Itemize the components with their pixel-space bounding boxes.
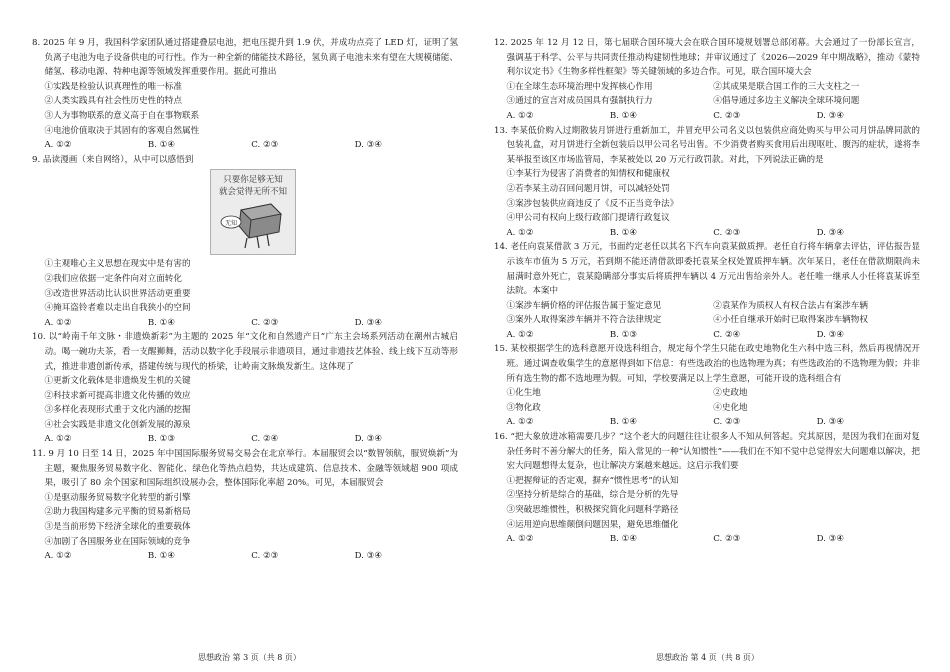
option-b[interactable]: B. ①④ xyxy=(609,227,638,238)
question-15 xyxy=(494,342,920,430)
option-a[interactable]: A. ①② xyxy=(44,434,72,445)
question-8-statement-4: ④电池价值取决于其固有的客观自然属性 xyxy=(44,125,200,136)
question-16-options xyxy=(494,532,920,547)
option-a[interactable]: A. ①② xyxy=(44,551,72,562)
question-15-stem: 15. 某校根据学生的选科意愿开设选科组合，规定每个学生只能在政史地物化生六科中选三科，然后再视情况开班。通过调查收集学生的意愿得到如下信息：有些选政治的也选物理为真；有些选政治的不选物理为假；并非所有选生物的都不选地理为假。可知，学校要满足以上学生意愿，可能开设的选科组合有 xyxy=(494,344,920,384)
question-10-statement-4: ④社会实践是非遗文化创新发展的源泉 xyxy=(44,419,191,430)
question-10-statement-3: ③多样化表现形式重于文化内涵的挖掘 xyxy=(44,405,191,416)
option-d[interactable]: D. ③④ xyxy=(354,551,383,562)
option-a[interactable]: A. ①② xyxy=(506,227,534,238)
question-16-statement-4: ④运用逆向思维颠倒问题因果，避免思维僵化 xyxy=(506,519,679,530)
option-d[interactable]: D. ③④ xyxy=(354,317,383,328)
question-11-options xyxy=(32,549,458,564)
question-9-stem: 9. 品读漫画（来自网络），从中可以感悟到 xyxy=(32,154,194,165)
option-d[interactable]: D. ③④ xyxy=(354,434,383,445)
question-12-statement-2: ②其成果是联合国工作的三大支柱之一 xyxy=(713,81,860,92)
question-15-statement-3: ③物化政 xyxy=(506,402,541,413)
question-14-statement-4: ④小任自继承开始时已取得案涉车辆物权 xyxy=(713,315,868,326)
question-16-statement-3: ③突破思维惯性，积极探究简化问题科学路径 xyxy=(506,505,679,515)
question-16-statement-1: ①把握辩证的否定观，摒弃“惯性思考”的认知 xyxy=(506,475,679,486)
right-page-column xyxy=(494,36,920,547)
option-b[interactable]: B. ①④ xyxy=(147,551,176,562)
option-c[interactable]: C. ②③ xyxy=(251,551,279,562)
left-page-column xyxy=(32,36,458,564)
option-c[interactable]: C. ②③ xyxy=(713,110,741,121)
comic-caption-line-1: 只要你足够无知 xyxy=(223,175,283,186)
option-b[interactable]: B. ①④ xyxy=(609,110,638,121)
option-d[interactable]: D. ③④ xyxy=(816,534,845,545)
option-c[interactable]: C. ②③ xyxy=(251,140,279,151)
page-footer-right: 思想政治 第 4 页（共 8 页） xyxy=(656,653,759,662)
question-12-statement-1: ①在全球生态环境治理中发挥核心作用 xyxy=(506,81,653,92)
page-footer-left: 思想政治 第 3 页（共 8 页） xyxy=(198,653,301,662)
question-14-statements xyxy=(494,299,920,328)
question-9-statement-4: ④掩耳盗铃者难以走出自我狭小的空间 xyxy=(44,303,191,314)
question-9-options xyxy=(32,316,458,331)
option-b[interactable]: B. ①④ xyxy=(147,140,176,151)
question-13-statement-3: ③案涉包装供应商违反了《反不正当竞争法》 xyxy=(506,198,679,209)
question-12-statement-4: ④倡导通过多边主义解决全球环境问题 xyxy=(713,96,860,107)
question-8-stem: 8. 2025 年 9 月，我国科学家团队通过搭建叠层电池，把电压提升到 1.9 伏，并成功点亮了 LED 灯，证明了氢负离子电池为电子设备供电的可行性。作为一种全新的储能技术路径，氢负离子电池未来有望在大规模储能、储氢、移动电源、特种电源等领域发挥重要作用。据此可推出 xyxy=(32,38,458,78)
question-13 xyxy=(494,124,920,241)
question-9-statement-2: ②我们应依据一定条件向对立面转化 xyxy=(44,273,182,284)
question-10-statement-1: ①更新文化载体是非遗焕发生机的关键 xyxy=(44,376,191,387)
question-13-statement-1: ①李某行为侵害了消费者的知情权和健康权 xyxy=(506,169,670,180)
option-a[interactable]: A. ①② xyxy=(44,317,72,328)
option-c[interactable]: C. ②③ xyxy=(713,534,741,545)
question-11-statement-3: ③是当前形势下经济全球化的重要载体 xyxy=(44,522,191,533)
question-16-stem: 16. “把大象放进冰箱需要几步？”这个老大的问题往往让很多人不知从何答起。究其原因，是因为我们在面对复杂任务时不善分解大的任务，陷入常见的一种“认知惯性”——我们在不知不觉中总觉得宏大问题难以解决，把宏大问题想得太复杂，也让解决方案越来越远。这启示我们要 xyxy=(494,432,920,472)
question-10 xyxy=(32,330,458,447)
question-11-statement-2: ②助力我国构建多元平衡的贸易新格局 xyxy=(44,507,191,518)
question-11-statement-4: ④加剧了各国服务业在国际领域的竞争 xyxy=(44,536,191,547)
comic-drawing xyxy=(211,170,295,254)
question-13-options xyxy=(494,226,920,241)
option-d[interactable]: D. ③④ xyxy=(354,140,383,151)
question-11 xyxy=(32,447,458,564)
option-a[interactable]: A. ①② xyxy=(506,417,534,428)
question-10-options xyxy=(32,432,458,447)
question-15-statement-1: ①化生地 xyxy=(506,388,541,399)
option-d[interactable]: D. ③④ xyxy=(816,227,845,238)
option-c[interactable]: C. ②④ xyxy=(713,329,741,340)
option-d[interactable]: D. ③④ xyxy=(816,329,845,340)
option-a[interactable]: A. ①② xyxy=(506,534,534,545)
question-12-options xyxy=(494,109,920,124)
question-10-stem: 10. 以“岭南千年文脉・非遗焕新彩”为主题的 2025 年“文化和自然遗产日”广东主会场系列活动在潮州古城启动。喝一碗功夫茶，看一支醒狮舞，活动以数字化手段展示非遗项目，通过非遗技艺体验、线上线下互动等形式，推进非遗创新传承，搭建传统与现代的桥梁，让岭南文脉焕发新生。这体现了 xyxy=(32,332,458,372)
question-15-statement-4: ④史化地 xyxy=(713,402,748,413)
question-11-stem: 11. 9 月 10 日至 14 日，2025 年中国国际服务贸易交易会在北京举行。本届服贸会以“数智领航，服贸焕新”为主题，聚焦服务贸易数字化、智能化、绿色化等热点趋势，共达成建筑、信息技术、金融等领域超 900 项成果，吸引了 80 余个国家和国际组织设展办会，整体国际化率超 20%。可见，本届服贸会 xyxy=(32,449,458,489)
question-15-statements xyxy=(494,386,920,415)
option-c[interactable]: C. ②③ xyxy=(713,417,741,428)
question-8-statement-2: ②人类实践具有社会性历史性的特点 xyxy=(44,96,182,107)
question-9 xyxy=(32,153,458,331)
question-8-statement-3: ③人为事物联系的意义高于自在事物联系 xyxy=(44,110,200,121)
question-14-options xyxy=(494,328,920,343)
comic-image xyxy=(210,169,296,255)
question-16-statement-2: ②坚持分析是综合的基础，综合是分析的先导 xyxy=(506,490,679,501)
question-13-stem: 13. 李某低价购入过期散装月饼进行重新加工，并冒充甲公司名义以包装供应商处购买与甲公司月饼品牌同款的包装礼盒，对月饼进行全新包装后以甲公司名号出售。不少消费者购买食用后出现呕吐、腹泻的症状，遂将李某举报至该区市场监管局，李某被处以 20 万元行政罚款。对此，下列说法正确的是 xyxy=(494,125,920,165)
question-14-stem: 14. 老任向袁某借款 3 万元，书面约定老任以其名下汽车向袁某做质押。老任自行将车辆拿去评估，评估报告显示该车市值为 5 万元，若到期不能还清借款即委托袁某全权处置质押车辆。次年某日，老任在借款期限尚未届满时意外死亡，袁某隐瞒部分事实后将质押车辆以 4 万元出售给亲外人。老任唯一继承人小任将袁某诉至法院。本案中 xyxy=(494,242,920,297)
question-8-statement-1: ①实践是检验认识真理性的唯一标准 xyxy=(44,81,182,92)
option-b[interactable]: B. ①③ xyxy=(609,329,638,340)
question-12-statement-3: ③通过的宣言对成员国具有强制执行力 xyxy=(506,96,653,107)
option-d[interactable]: D. ③④ xyxy=(816,417,845,428)
comic-tag-text: 无知 xyxy=(224,220,238,228)
option-c[interactable]: C. ②④ xyxy=(251,434,279,445)
question-9-statement-3: ③改造世界活动比认识世界活动更重要 xyxy=(44,288,191,299)
option-c[interactable]: C. ②③ xyxy=(713,227,741,238)
option-a[interactable]: A. ①② xyxy=(44,140,72,151)
question-12-statements xyxy=(494,80,920,109)
question-11-statement-1: ①是驱动服务贸易数字化转型的新引擎 xyxy=(44,492,191,503)
option-a[interactable]: A. ①② xyxy=(506,110,534,121)
question-13-statement-2: ②若李某主动召回问题月饼，可以减轻处罚 xyxy=(506,183,670,194)
question-8-options xyxy=(32,138,458,153)
question-10-statement-2: ②科技求新可提高非遗文化传播的效应 xyxy=(44,390,191,401)
comic-caption-line-2: 就会觉得无所不知 xyxy=(218,187,288,198)
question-14 xyxy=(494,240,920,342)
option-a[interactable]: A. ①② xyxy=(506,329,534,340)
question-12 xyxy=(494,36,920,124)
question-9-statement-1: ①主观唯心主义思想在现实中是有害的 xyxy=(44,259,191,270)
option-c[interactable]: C. ②③ xyxy=(251,317,279,328)
question-8 xyxy=(32,36,458,153)
question-14-statement-3: ③案外人取得案涉车辆并不符合法律规定 xyxy=(506,315,662,326)
question-16 xyxy=(494,430,920,547)
question-14-statement-2: ②袁某作为质权人有权合法占有案涉车辆 xyxy=(713,300,868,311)
option-d[interactable]: D. ③④ xyxy=(816,110,845,121)
question-14-statement-1: ①案涉车辆价格的评估报告属于鉴定意见 xyxy=(506,300,662,311)
question-15-statement-2: ②史政地 xyxy=(713,388,748,399)
option-b[interactable]: B. ①④ xyxy=(609,534,638,545)
question-12-stem: 12. 2025 年 12 月 12 日，第七届联合国环境大会在联合国环境规划署总部闭幕。大会通过了一份部长宣言，强调基于科学、公平与共同责任推动构建韧性地球；并审议通过了《2026—2029 年中期战略》，推动《蒙特利尔议定书》《生物多样性框架》等关键领域的多边合作。可见，联合国环境大会 xyxy=(494,38,920,78)
question-13-statement-4: ④甲公司有权向上级行政部门提请行政复议 xyxy=(506,213,670,224)
option-b[interactable]: B. ①④ xyxy=(609,417,638,428)
option-b[interactable]: B. ①④ xyxy=(147,317,176,328)
question-15-options xyxy=(494,415,920,430)
option-b[interactable]: B. ①③ xyxy=(147,434,176,445)
